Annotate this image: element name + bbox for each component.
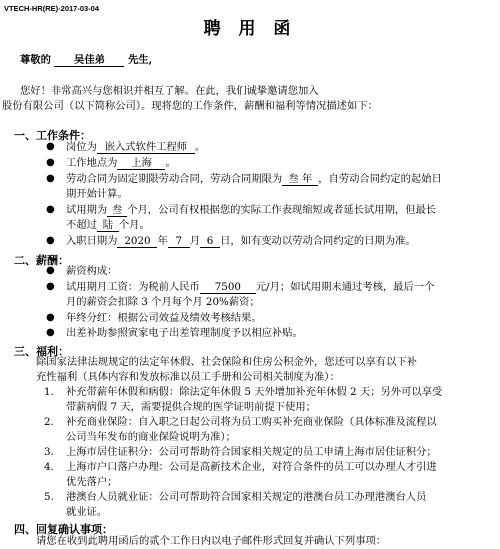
- contract-years: 叁 年: [282, 174, 318, 186]
- section-reply: 四、回复确认事项：: [14, 523, 113, 536]
- position-label: 岗位为: [66, 141, 97, 153]
- welfare-item-text: 补充带薪年休假和病假：除法定年休假 5 天外增加补充年休假 2 天；另外可以享受: [66, 386, 443, 398]
- welfare-item-text-cont: 带薪病假 7 天，需要提供合规的医学证明前提下使用；: [66, 401, 316, 413]
- start-day: 6: [200, 236, 220, 248]
- welfare-item-text-cont: 公司当年发布的商业保险说明为准）；: [66, 431, 236, 443]
- monthly-salary-line-2: 月的薪资会扣除 3 个月每个月 20%薪资；: [66, 296, 260, 308]
- location-value: 上海: [117, 158, 165, 170]
- contract-text: 劳动合同为固定期限劳动合同，劳动合同期限为: [66, 173, 283, 185]
- welfare-item-text-cont: 优先落户；: [66, 476, 118, 488]
- bullet-icon: ●: [46, 157, 55, 168]
- welfare-item-text: 补充商业保险：自入职之日起公司将为员工购买补充商业保险（具体标准及流程以: [66, 416, 437, 428]
- section-welfare: 三、福利：: [14, 345, 69, 358]
- contract-line-2: 期开始计算。: [66, 188, 128, 200]
- contract-text-b: ，自劳动合同约定的起始日: [318, 173, 442, 185]
- salutation-suffix: 先生,: [128, 54, 153, 66]
- contract-line: [66, 173, 442, 186]
- start-year: 2020: [117, 236, 157, 248]
- probation-label: 试用期为: [66, 204, 108, 216]
- welfare-intro-2: 充性福利（具体内容和发放标准以员工手册和公司相关制度为准）：: [36, 371, 340, 383]
- welfare-item-number: 2.: [44, 416, 54, 428]
- bullet-icon: ●: [46, 235, 55, 246]
- position-end: 。: [194, 141, 206, 153]
- start-date-line: [66, 235, 416, 248]
- welfare-item-text: 上海市居住证积分：公司可帮助符合国家相关规定的员工申请上海市居住证积分；: [66, 446, 437, 458]
- probation-line-2: [66, 219, 150, 232]
- welfare-item-text: 上海市户口落户办理：公司是高新技术企业，对符合条件的员工可以办理人才引进: [66, 461, 437, 473]
- bullet-icon: ●: [46, 265, 55, 276]
- bullet-icon: ●: [46, 281, 55, 292]
- position-line: [66, 141, 205, 154]
- salary-structure: 薪资构成：: [66, 265, 118, 277]
- document-number: VTECH-HR(RE)-2017-03-04: [4, 4, 100, 13]
- welfare-item-number: 4.: [44, 461, 54, 473]
- reply-line: 请您在收到此聘用函后的贰个工作日内以电子邮件形式回复并确认下列事项：: [36, 535, 387, 547]
- salutation: [20, 54, 152, 67]
- welfare-intro-1: 除国家法律法规规定的法定年休假、社会保险和住房公积金外，您还可以享有以下补: [36, 356, 417, 368]
- section-work-conditions: 一、工作条件：: [14, 129, 91, 142]
- bullet-icon: ●: [46, 204, 55, 215]
- bullet-icon: ●: [46, 173, 55, 184]
- probation-end: 个月。: [118, 219, 150, 231]
- bullet-icon: ●: [46, 312, 55, 323]
- monthly-salary-line: [66, 281, 434, 294]
- location-line: [66, 157, 176, 170]
- start-date-text: 日，如有变动以劳动合同约定的日期为准。: [220, 235, 416, 247]
- year-end-bonus: 年终分红：根据公司效益及绩效考核结果。: [66, 312, 262, 324]
- month-unit: 月: [189, 235, 201, 247]
- start-date-label: 入职日期为: [66, 235, 118, 247]
- welfare-item-number: 3.: [44, 446, 54, 458]
- document-title: 聘 用 函: [203, 19, 297, 39]
- intro-line-1: 您好！非常高兴与您相识并相互了解。在此，我们诚挚邀请您加入: [20, 85, 319, 97]
- travel-allowance: 出差补助参照寅家电子出差管理制度予以相应补贴。: [66, 327, 303, 339]
- location-end: 。: [165, 157, 176, 169]
- probation-months: 叁: [107, 205, 127, 217]
- monthly-salary-label: 试用期月工资：为税前人民币: [66, 281, 200, 293]
- section-salary: 二、薪酬：: [14, 254, 69, 267]
- welfare-item-text-cont: 就业证。: [66, 506, 108, 518]
- monthly-salary-text: 元/月；如试用期未通过考核，最后一个: [255, 281, 435, 293]
- bullet-icon: ●: [46, 327, 55, 338]
- welfare-item-text: 港澳台人员就业证：公司可帮助符合国家相关规定的港澳台员工办理港澳台人员: [66, 491, 427, 503]
- probation-max-label: 不超过: [66, 219, 97, 231]
- intro-line-2: 股份有限公司（以下简称公司）。现将您的工作条件，薪酬和福利等情况描述如下：: [2, 100, 378, 112]
- probation-text: 个月，公司有权根据您的实际工作表现缩短或者延长试用期，但最长: [127, 204, 437, 216]
- welfare-item-number: 5.: [44, 491, 54, 503]
- salutation-prefix: 尊敬的: [20, 54, 51, 66]
- year-unit: 年: [157, 235, 168, 247]
- monthly-salary-amount: 7500: [200, 282, 256, 294]
- position-value: 嵌入式软件工程师: [97, 142, 195, 154]
- probation-line: [66, 204, 436, 217]
- candidate-name: 吴佳弟: [54, 55, 124, 67]
- probation-max: 陆: [97, 220, 119, 232]
- bullet-icon: ●: [46, 141, 55, 152]
- welfare-item-number: 1.: [44, 386, 54, 398]
- location-label: 工作地点为: [66, 157, 118, 169]
- start-month: 7: [168, 236, 190, 248]
